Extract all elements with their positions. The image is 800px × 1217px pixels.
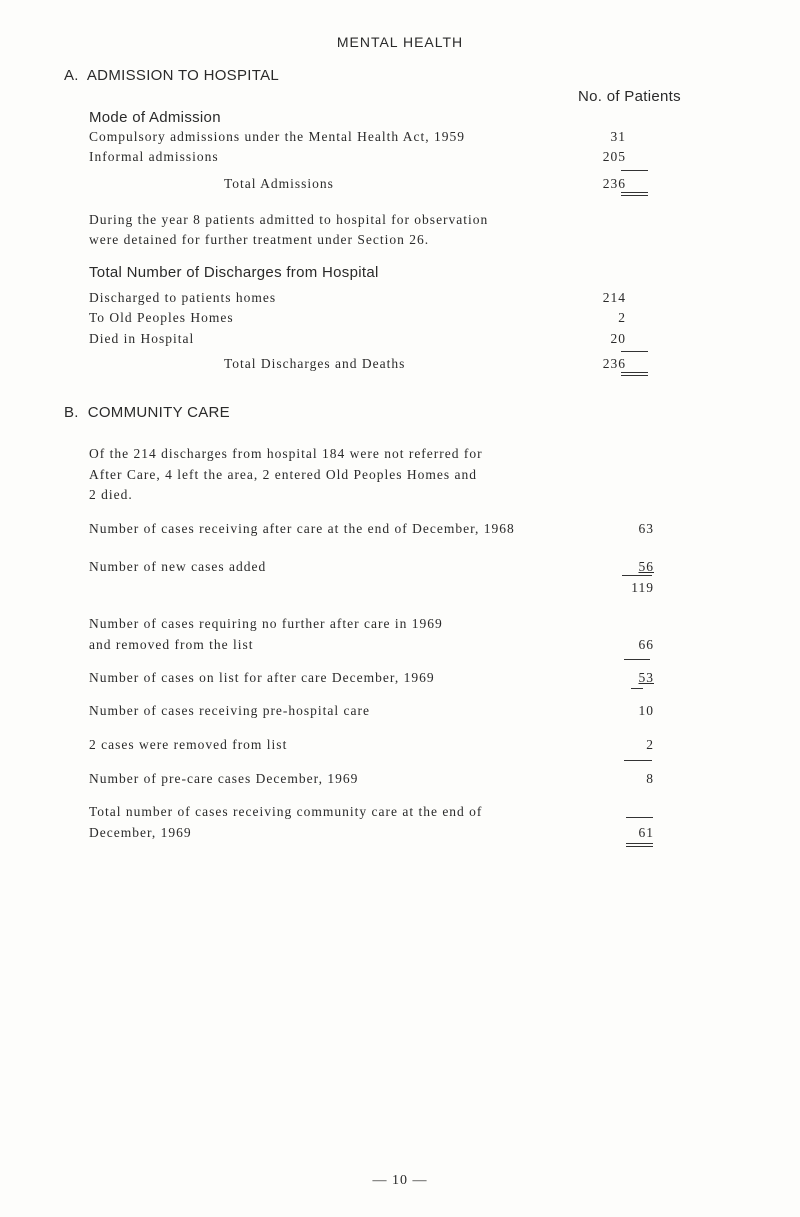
informal-admissions-value: 205	[602, 149, 626, 164]
total-community-care-double-rule	[626, 843, 653, 847]
total-community-care-value: 61	[638, 825, 654, 840]
total-community-care-rule	[626, 817, 653, 818]
page-number: — 10 —	[372, 1173, 428, 1188]
section-b-heading: B. COMMUNITY CARE	[64, 404, 230, 421]
new-cases-value: 56	[638, 559, 654, 574]
observation-note-line-2: were detained for further treatment under Section 26.	[89, 232, 430, 247]
old-peoples-homes-value: 2	[618, 310, 626, 325]
compulsory-admissions-value: 31	[610, 129, 626, 144]
died-in-hospital-label: Died in Hospital	[89, 331, 195, 346]
community-para-line-2: After Care, 4 left the area, 2 entered Old Peoples Homes and	[89, 467, 478, 482]
community-para-line-3: 2 died.	[89, 487, 133, 502]
pre-care-1969-value: 8	[646, 771, 654, 786]
discharges-total-double-rule	[621, 372, 648, 376]
removed-rule	[624, 760, 652, 761]
discharged-homes-label: Discharged to patients homes	[89, 290, 277, 305]
on-list-1969-value: 53	[638, 670, 654, 685]
total-admissions-value: 236	[602, 176, 626, 191]
subtotal-value: 119	[631, 580, 654, 595]
removed-from-list-label: 2 cases were removed from list	[89, 737, 288, 752]
total-admissions-rule	[621, 170, 648, 171]
compulsory-admissions-label: Compulsory admissions under the Mental Health Act, 1959	[89, 129, 465, 144]
discharges-total-rule	[621, 351, 648, 352]
total-community-care-line-1: Total number of cases receiving community care at the end of	[89, 804, 483, 819]
observation-note-line-1: During the year 8 patients admitted to hospital for observation	[89, 212, 489, 227]
discharged-homes-value: 214	[602, 290, 626, 305]
died-in-hospital-value: 20	[610, 331, 626, 346]
pre-care-1969-label: Number of pre-care cases December, 1969	[89, 771, 359, 786]
removed-from-list-value: 2	[646, 737, 654, 752]
no-further-care-line-1: Number of cases requiring no further after care in 1969	[89, 616, 443, 631]
total-admissions-label: Total Admissions	[224, 176, 334, 191]
on-list-1969-label: Number of cases on list for after care December, 1969	[89, 670, 435, 685]
on-list-rule	[631, 688, 643, 689]
page-title: MENTAL HEALTH	[336, 34, 464, 50]
informal-admissions-label: Informal admissions	[89, 149, 219, 164]
discharges-heading: Total Number of Discharges from Hospital	[89, 264, 379, 281]
total-admissions-double-rule	[621, 192, 648, 196]
discharges-total-value: 236	[602, 356, 626, 371]
discharges-total-label: Total Discharges and Deaths	[224, 356, 406, 371]
pre-hospital-value: 10	[638, 703, 654, 718]
pre-hospital-label: Number of cases receiving pre-hospital care	[89, 703, 371, 718]
no-further-care-line-2: and removed from the list	[89, 637, 254, 652]
new-cases-rule	[622, 575, 652, 576]
old-peoples-homes-label: To Old Peoples Homes	[89, 310, 234, 325]
after-care-1968-value: 63	[638, 521, 654, 536]
no-further-care-value: 66	[638, 637, 654, 652]
section-a-heading: A. ADMISSION TO HOSPITAL	[64, 67, 280, 84]
total-community-care-line-2: December, 1969	[89, 825, 192, 840]
mode-of-admission-heading: Mode of Admission	[89, 109, 221, 126]
column-header: No. of Patients	[578, 88, 681, 105]
new-cases-label: Number of new cases added	[89, 559, 267, 574]
no-further-care-rule	[624, 659, 650, 660]
community-para-line-1: Of the 214 discharges from hospital 184 were not referred for	[89, 446, 483, 461]
after-care-1968-label: Number of cases receiving after care at the end of December, 1968	[89, 521, 515, 536]
